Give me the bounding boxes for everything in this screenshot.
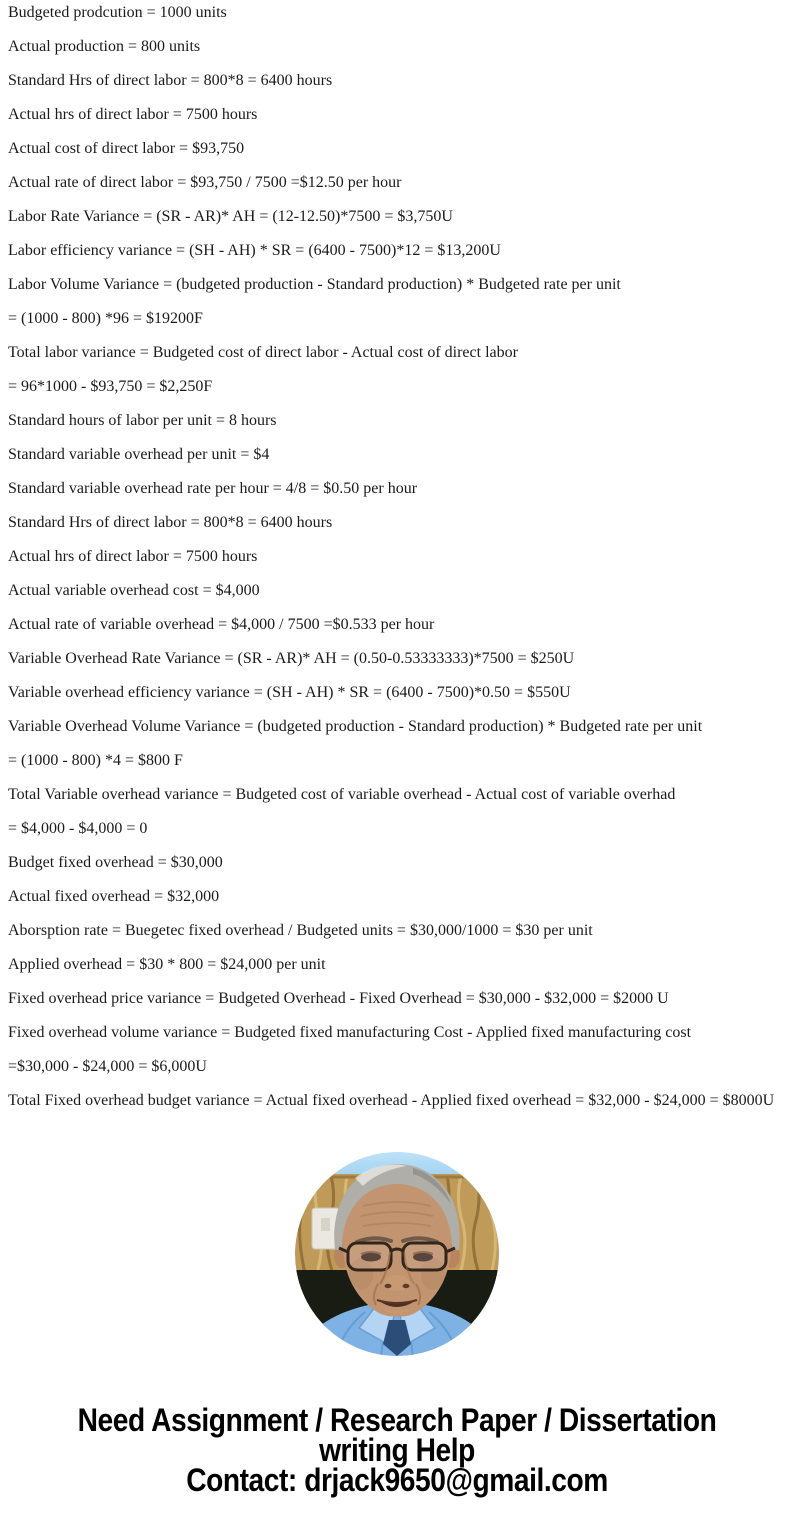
document-line: Fixed overhead volume variance = Budgeted fixed manufacturing Cost - Applied fixed manufacturing cost xyxy=(8,1024,692,1041)
document-line: = $4,000 - $4,000 = 0 xyxy=(8,820,148,837)
document-line: Budget fixed overhead = $30,000 xyxy=(8,854,223,871)
avatar-section xyxy=(0,1152,794,1356)
document-line: Standard Hrs of direct labor = 800*8 = 6400 hours xyxy=(8,514,333,531)
footer-heading-line2: writing Help xyxy=(319,1432,475,1468)
document-line: Standard variable overhead rate per hour = 4/8 = $0.50 per hour xyxy=(8,480,418,497)
tutor-photo-illustration xyxy=(295,1152,499,1356)
document-line: = (1000 - 800) *96 = $19200F xyxy=(8,310,203,327)
footer-contact-email: Contact: drjack9650@gmail.com xyxy=(186,1462,608,1498)
footer-heading-line1: Need Assignment / Research Paper / Dissertation xyxy=(77,1402,717,1438)
document-line: Standard Hrs of direct labor = 800*8 = 6400 hours xyxy=(8,72,333,89)
document-line: Actual cost of direct labor = $93,750 xyxy=(8,140,245,157)
document-line: Total labor variance = Budgeted cost of direct labor - Actual cost of direct labor xyxy=(8,344,518,361)
document-line: Actual variable overhead cost = $4,000 xyxy=(8,582,260,599)
document-line: Fixed overhead price variance = Budgeted Overhead - Fixed Overhead = $30,000 - $32,000 = $2000 U xyxy=(8,990,669,1007)
footer-banner xyxy=(0,1402,794,1498)
document-line: Applied overhead = $30 * 800 = $24,000 per unit xyxy=(8,956,326,973)
document-line: =$30,000 - $24,000 = $6,000U xyxy=(8,1058,207,1075)
document-line: Actual hrs of direct labor = 7500 hours xyxy=(8,548,258,565)
document-line: Budgeted prodcution = 1000 units xyxy=(8,4,227,21)
document-line: Labor Rate Variance = (SR - AR)* AH = (12-12.50)*7500 = $3,750U xyxy=(8,208,453,225)
document-line: = (1000 - 800) *4 = $800 F xyxy=(8,752,183,769)
document-line: Standard variable overhead per unit = $4 xyxy=(8,446,270,463)
document-line: Aborsption rate = Buegetec fixed overhead / Budgeted units = $30,000/1000 = $30 per unit xyxy=(8,922,593,939)
document-line: Total Variable overhead variance = Budgeted cost of variable overhead - Actual cost of variable overhad xyxy=(8,786,676,803)
document-line: Variable Overhead Volume Variance = (budgeted production - Standard production) * Budgeted rate per unit xyxy=(8,718,703,735)
document-line: Actual rate of direct labor = $93,750 / 7500 =$12.50 per hour xyxy=(8,174,402,191)
document-line: Total Fixed overhead budget variance = Actual fixed overhead - Applied fixed overhead = $32,000 - $24,000 = $8000U xyxy=(8,1092,775,1109)
document-line: = 96*1000 - $93,750 = $2,250F xyxy=(8,378,213,395)
document-line: Actual production = 800 units xyxy=(8,38,201,55)
document-line: Labor Volume Variance = (budgeted production - Standard production) * Budgeted rate per unit xyxy=(8,276,621,293)
document-line: Actual rate of variable overhead = $4,000 / 7500 =$0.533 per hour xyxy=(8,616,435,633)
document-line: Standard hours of labor per unit = 8 hours xyxy=(8,412,277,429)
tutor-photo xyxy=(295,1152,499,1356)
document-line: Labor efficiency variance = (SH - AH) * SR = (6400 - 7500)*12 = $13,200U xyxy=(8,242,501,259)
document-line: Actual hrs of direct labor = 7500 hours xyxy=(8,106,258,123)
document-line: Variable Overhead Rate Variance = (SR - AR)* AH = (0.50-0.53333333)*7500 = $250U xyxy=(8,650,575,667)
document-line: Variable overhead efficiency variance = (SH - AH) * SR = (6400 - 7500)*0.50 = $550U xyxy=(8,684,571,701)
document-line: Actual fixed overhead = $32,000 xyxy=(8,888,220,905)
